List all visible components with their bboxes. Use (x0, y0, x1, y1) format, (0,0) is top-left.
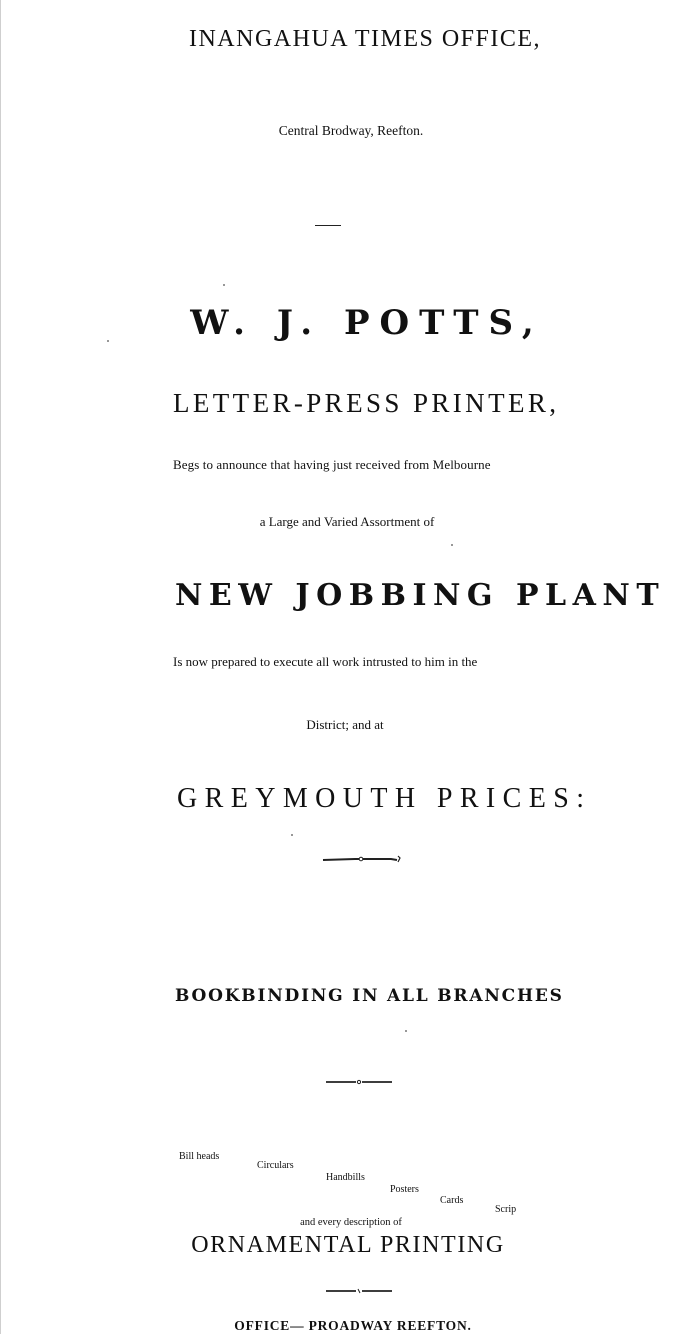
ink-speck (451, 544, 453, 546)
prepared-line-1: Is now prepared to execute all work intrusted to him in the (173, 654, 478, 669)
announcement-line-2: a Large and Varied Assortment of (259, 514, 435, 529)
ornament-divider-icon (9, 1284, 700, 1299)
printing-item: Scrip (495, 1204, 517, 1215)
printing-item: Handbills (326, 1172, 365, 1183)
bookbinding-heading: BOOKBINDING IN ALL BRANCHES (175, 986, 564, 1006)
every-description-line: and every description of (300, 1217, 402, 1228)
ink-speck (405, 1030, 407, 1032)
printing-item: Circulars (257, 1160, 294, 1171)
ornament-divider-icon (11, 853, 700, 868)
prices-heading: GREYMOUTH PRICES: (177, 783, 592, 814)
printing-item: Posters (390, 1184, 419, 1195)
trade-heading: LETTER-PRESS PRINTER, (173, 388, 560, 418)
ink-speck (107, 340, 109, 342)
office-footer: OFFICE— PROADWAY REEFTON. (234, 1318, 472, 1333)
ink-speck (291, 834, 293, 836)
ornamental-printing-heading: ORNAMENTAL PRINTING (191, 1232, 505, 1258)
prepared-line-2: District; and at (306, 717, 384, 732)
printing-item: Cards (440, 1195, 464, 1206)
address: Central Brodway, Reefton. (278, 123, 424, 138)
plant-heading: NEW JOBBING PLANT (175, 578, 666, 613)
short-rule (315, 225, 341, 226)
proprietor-name: W. J. POTTS, (190, 303, 544, 343)
masthead: INANGAHUA TIMES OFFICE, (188, 26, 542, 52)
printing-item: Bill heads (179, 1151, 220, 1162)
ornament-divider-icon (9, 1075, 700, 1090)
announcement-line-1: Begs to announce that having just received from Melbourne (173, 457, 491, 472)
ink-speck (223, 284, 225, 286)
